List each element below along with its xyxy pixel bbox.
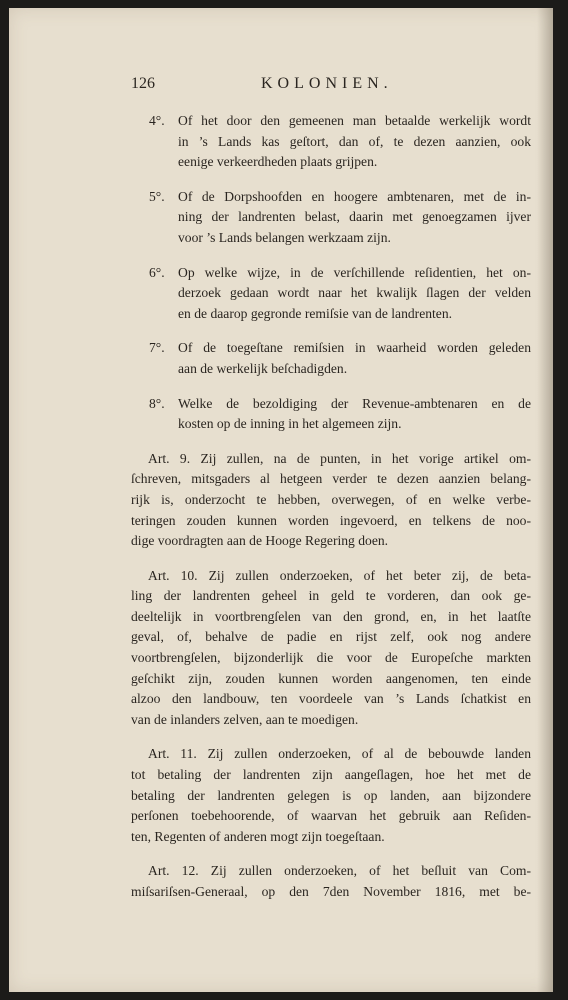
article-paragraph	[131, 449, 531, 552]
text-line: voor ’s Lands belangen werkzaam zijn.	[178, 229, 391, 245]
numbered-items	[131, 111, 531, 435]
text-line: ſchreven, mitsgaders al hetgeen verder te dezen aanzien belang-	[131, 471, 531, 487]
text-line: tot betaling der landrenten zijn aangeſlagen, hoe het met de	[131, 767, 531, 783]
text-line: alzoo den landbouw, ten voordeele van ’s Lands ſchatkist en	[131, 691, 531, 707]
item-text	[178, 394, 531, 435]
item-number: 6°.	[149, 264, 165, 280]
page-number: 126	[131, 75, 155, 92]
text-line: miſsariſsen-Generaal, op den 7den November 1816, met be-	[131, 884, 531, 899]
item-text	[178, 338, 531, 379]
article-paragraph	[131, 566, 531, 731]
numbered-item	[131, 338, 531, 379]
item-number: 4°.	[149, 113, 165, 128]
numbered-item	[131, 187, 531, 249]
text-line: voortbrengſelen, bijzonderlijk die voor de Europeſche markten	[131, 650, 531, 666]
text-line: perſonen toebehoorende, of waarvan het gebruik aan Reſiden-	[131, 808, 531, 824]
text-line: Art. 11. Zij zullen onderzoeken, of al de bebouwde landen	[148, 746, 531, 762]
articles	[131, 449, 531, 903]
item-number: 5°.	[149, 188, 165, 204]
numbered-item	[131, 394, 531, 435]
text-line: teringen zouden kunnen worden ingevoerd, en telkens de noo-	[131, 512, 531, 528]
text-line: Of de toegeſtane remiſsien in waarheid worden geleden	[178, 340, 531, 356]
text-line: dige voordragten aan de Hooge Regering doen.	[131, 533, 389, 549]
text-line: eenige verkeerdheden plaats grijpen.	[178, 154, 378, 170]
page-header	[131, 75, 421, 99]
page-body	[131, 111, 531, 917]
text-line: in ’s Lands kas geſtort, dan of, te dezen aanzien, ook	[178, 133, 531, 149]
text-line: Op welke wijze, in de verſchillende reſidentien, het on-	[178, 264, 531, 280]
text-line: van de inlanders zelven, aan te moedigen.	[131, 711, 359, 727]
text-line: geval, of, behalve de padie en rijst zelf, ook nog andere	[131, 629, 531, 645]
text-line: betaling der landrenten gelegen is op landen, aan bijzondere	[131, 787, 531, 803]
text-line: Of het door den gemeenen man betaalde werkelijk wordt	[178, 113, 531, 128]
item-number: 8°.	[149, 395, 165, 411]
text-line: Welke de bezoldiging der Revenue-ambtenaren en de	[178, 395, 531, 411]
item-text	[178, 187, 531, 249]
text-line: Art. 12. Zij zullen onderzoeken, of het beſluit van Com-	[148, 863, 531, 879]
text-line: ten, Regenten of anderen mogt zijn toegeſtaan.	[131, 828, 385, 844]
text-line: en de daarop gegronde remiſsie van de landrenten.	[178, 305, 453, 321]
text-line: Art. 9. Zij zullen, na de punten, in het vorige artikel om-	[148, 450, 531, 466]
numbered-item	[131, 111, 531, 173]
text-line: aan de werkelijk beſchadigden.	[178, 360, 348, 376]
numbered-item	[131, 263, 531, 325]
item-number: 7°.	[149, 340, 165, 356]
article-paragraph	[131, 861, 531, 902]
text-line: geſchikt zijn, zouden kunnen worden aangenomen, ten einde	[131, 670, 531, 686]
page-edge-shadow	[537, 8, 553, 992]
text-line: derzoek gedaan wordt naar het kwalijk ſlagen der velden	[178, 285, 531, 301]
item-text	[178, 111, 531, 173]
text-line: ning der landrenten belast, daarin met genoegzamen ijver	[178, 209, 531, 225]
item-text	[178, 263, 531, 325]
text-line: kosten op de inning in het algemeen zijn.	[178, 416, 402, 432]
text-line: deeltelijk in voortbrengſelen van den grond, en, in het laatſte	[131, 608, 531, 624]
running-title: KOLONIEN.	[261, 75, 393, 92]
text-line: Of de Dorpshoofden en hoogere ambtenaren, met de in-	[178, 188, 531, 204]
article-paragraph	[131, 744, 531, 847]
text-line: ling der landrenten geheel in geld te vorderen, dan ook ge-	[131, 588, 531, 604]
text-line: Art. 10. Zij zullen onderzoeken, of het beter zij, de beta-	[148, 567, 531, 583]
text-line: rijk is, onderzocht te hebben, overwegen, of en welke verbe-	[131, 491, 531, 507]
